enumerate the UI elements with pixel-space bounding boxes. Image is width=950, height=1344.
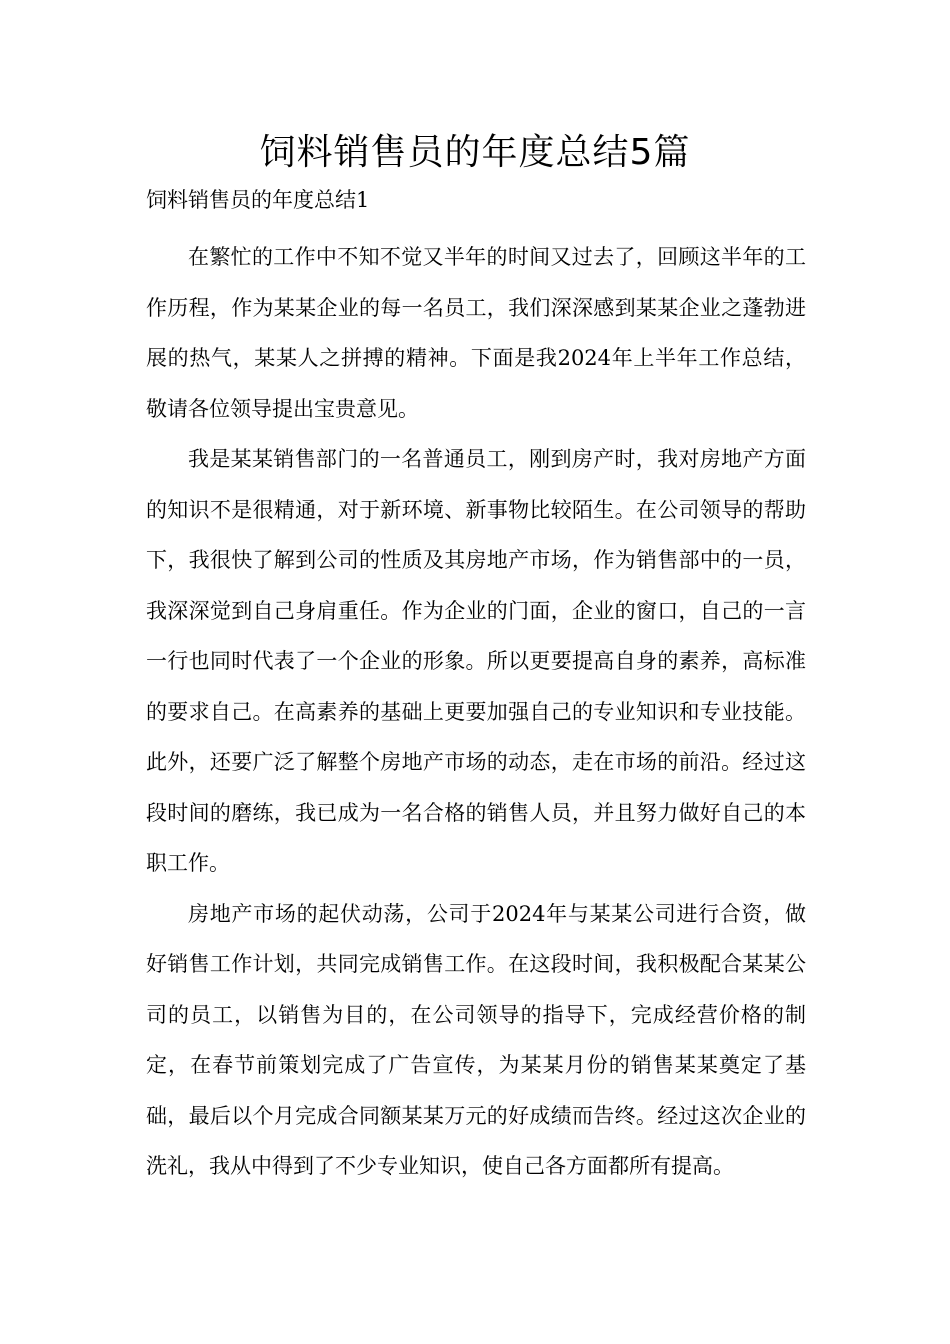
paragraph-2: 我是某某销售部门的一名普通员工，刚到房产时，我对房地产方面的知识不是很精通，对于新环境、新事物比较陌生。在公司领导的帮助下，我很快了解到公司的性质及其房地产市场，作为销售部中的一员，我深深觉到自己身肩重任。作为企业的门面，企业的窗口，自己的一言一行也同时代表了一个企业的形象。所以更要提高自身的素养，高标准的要求自己。在高素养的基础上更要加强自己的专业知识和专业技能。此外，还要广泛了解整个房地产市场的动态，走在市场的前沿。经过这段时间的磨练，我已成为一名合格的销售人员，并且努力做好自己的本职工作。 bbox=[146, 447, 806, 875]
document-title: 饲料销售员的年度总结5篇 bbox=[259, 132, 691, 173]
paragraph-1: 在繁忙的工作中不知不觉又半年的时间又过去了，回顾这半年的工作历程，作为某某企业的每一名员工，我们深深感到某某企业之蓬勃进展的热气，某某人之拼搏的精神。下面是我2024年上半年工作总结，敬请各位领导提出宝贵意见。 bbox=[146, 245, 806, 421]
section-heading: 饲料销售员的年度总结1 bbox=[146, 188, 370, 212]
document-body bbox=[146, 232, 806, 1192]
paragraph-3: 房地产市场的起伏动荡，公司于2024年与某某公司进行合资，做好销售工作计划，共同完成销售工作。在这段时间，我积极配合某某公司的员工，以销售为目的，在公司领导的指导下，完成经营价格的制定，在春节前策划完成了广告宣传，为某某月份的销售某某奠定了基础，最后以个月完成合同额某某万元的好成绩而告终。经过这次企业的洗礼，我从中得到了不少专业知识，使自己各方面都所有提高。 bbox=[146, 901, 806, 1178]
